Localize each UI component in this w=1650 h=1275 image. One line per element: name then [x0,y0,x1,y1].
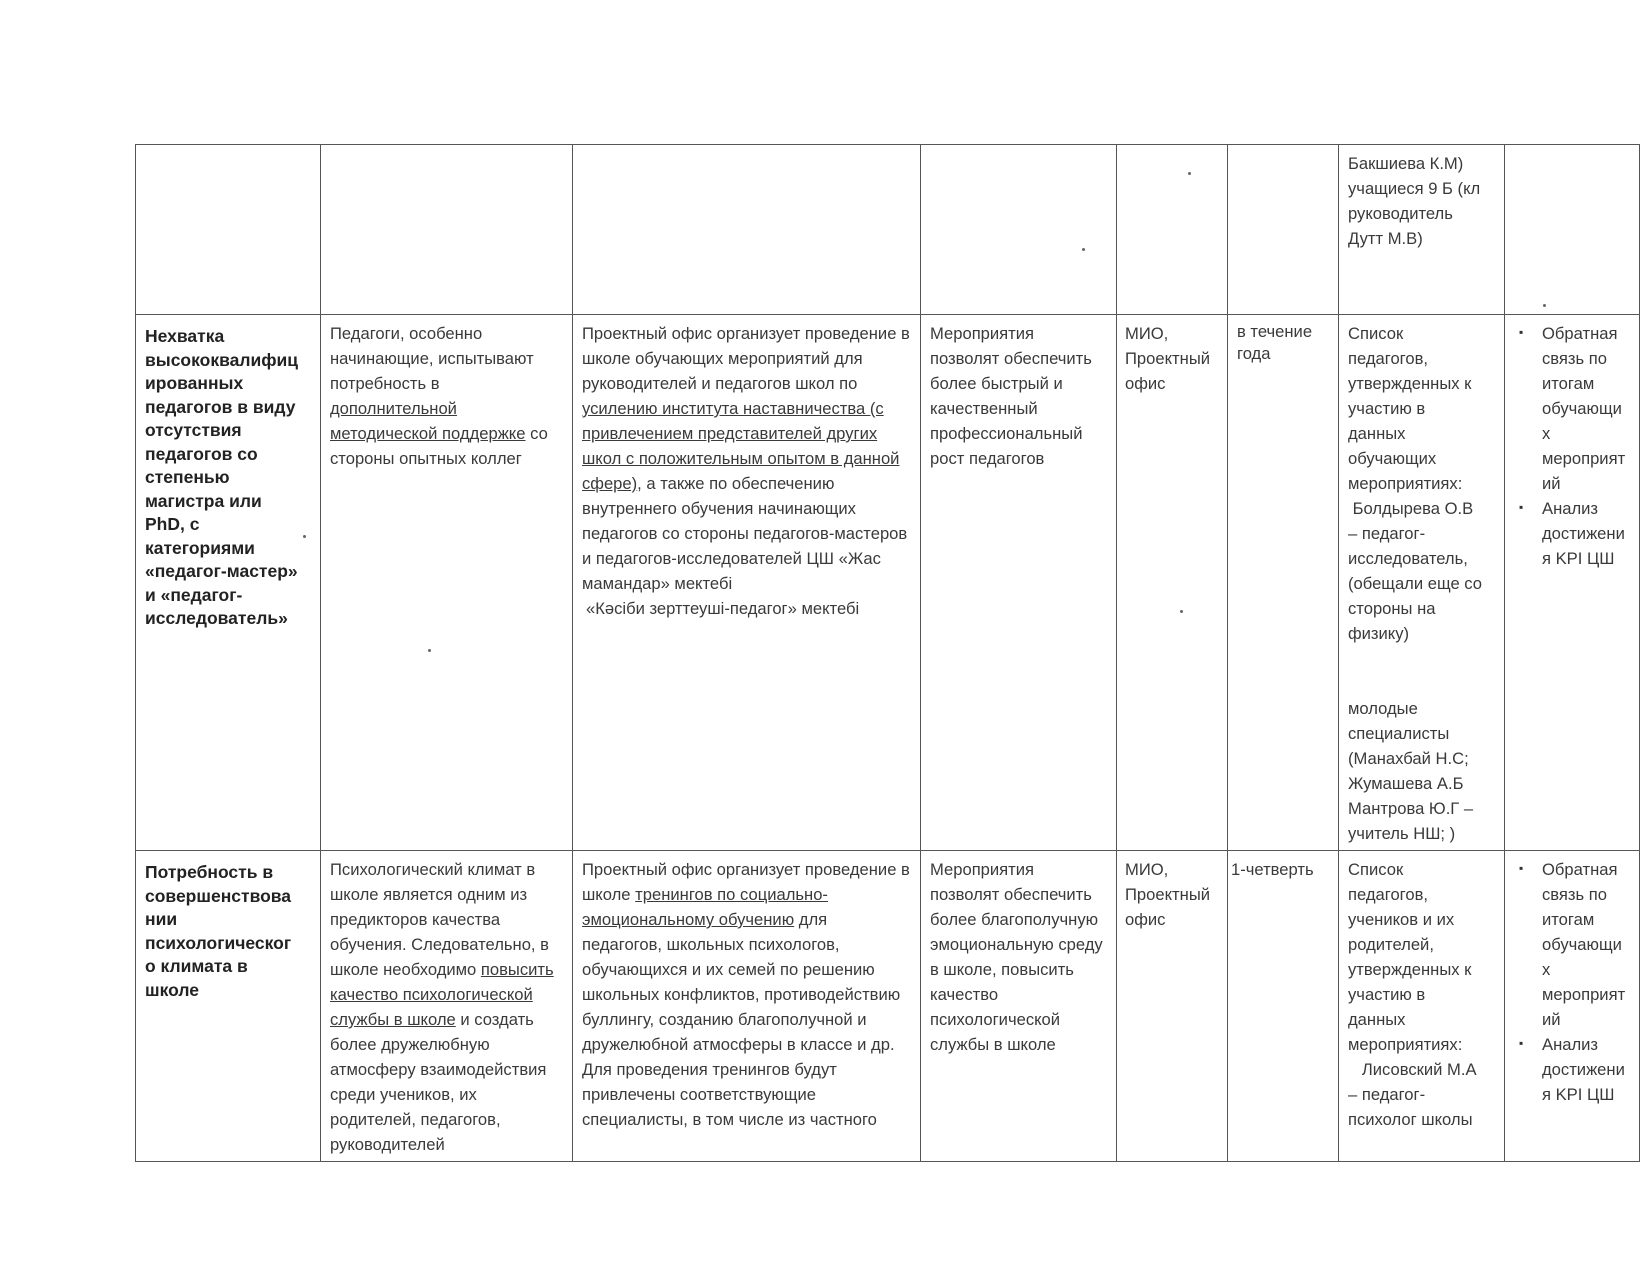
executor-line: Проектный [1125,349,1211,368]
measure-underlined: усилению института наставничества (с привлечением представителей других школ с положительным опытом в данной сфере) [582,399,900,493]
problem-line: ированных [145,373,244,393]
cell-problem [136,145,321,315]
cell-executor [1117,315,1228,851]
cell-monitoring [1505,851,1640,1162]
problem-line: педагогов со [145,443,258,464]
responsible-line: данных [1348,1010,1406,1029]
cell-deadline: в течение года [1228,315,1339,851]
responsible-line: мероприятиях: [1348,474,1463,493]
problem-line: магистра или [145,490,262,511]
responsible-line: Дутт М.В) [1348,229,1423,248]
responsible-line: участию в [1348,399,1426,418]
problem-line: совершенствова [145,885,292,906]
cell-justification [321,851,573,1162]
cell-result: Мероприятия позволят обеспечить более благополучную эмоциональную среду в школе, повысить качество психологической службы в школе [921,851,1117,1162]
cell-responsible [1339,145,1505,315]
responsible-line: Жумашева А.Б [1348,774,1464,793]
cell-measure [573,315,921,851]
responsible-line: Список [1348,860,1404,879]
problem-line: Потребность в [145,862,274,882]
cell-problem [136,851,321,1162]
problem-line: категориями [145,537,255,558]
executor-line: МИО, [1125,324,1169,343]
cell-responsible [1339,315,1505,851]
problem-line: отсутствия [145,420,242,440]
monitoring-item: ▪ Анализ достижени я KPI ЦШ [1542,1032,1630,1107]
responsible-line: физику) [1348,624,1410,643]
responsible-line: (Манахбай Н.С; [1348,749,1469,768]
measure-last-line: «Кәсіби зерттеуші-педагог» мектебі [586,599,860,618]
monitoring-item: ▪ Анализ достижени я KPI ЦШ [1542,496,1630,571]
monitoring-list [1514,321,1630,571]
responsible-line: учеников и их [1348,910,1455,929]
problem-line: PhD, с [145,514,200,534]
responsible-line: специалисты [1348,724,1450,743]
measure-text: Проектный офис организует проведение в школе обучающих мероприятий для руководителей и педагогов школ по [582,324,910,393]
measure-text-end: для педагогов, школьных психологов, обучающихся и их семей по решению школьных конфликтов, противодействию буллингу, созданию благополучной и дружелюбной атмосферы в классе и др. Для проведения тренингов будут привлечены соответствующие специалисты, в том числе из частного [582,910,901,1129]
cell-justification [321,145,573,315]
cell-deadline: 1-четверть [1228,851,1339,1162]
problem-line: о климата в [145,956,248,976]
table-row-continued [136,145,1640,315]
problem-line: степенью [145,467,230,487]
scan-speck [303,535,306,538]
cell-executor [1117,145,1228,315]
cell-measure [573,851,921,1162]
responsible-line: – педагог- [1348,524,1426,543]
justification-text: Психологический климат в школе является одним из предикторов качества обучения. Следовательно, в школе необходимо [330,860,549,979]
scan-speck [1543,304,1546,307]
justification-underlined: дополнительной методической поддержке [330,399,526,443]
spacer [1348,646,1495,696]
responsible-line: утвержденных к [1348,960,1472,979]
measure-underlined: тренингов по социально-эмоциональному обучению [582,885,828,929]
cell-monitoring [1505,145,1640,315]
responsible-line: исследователь, [1348,549,1468,568]
measure-text: Проектный офис организует проведение в школе [582,860,910,904]
cell-responsible [1339,851,1505,1162]
responsible-line: утвержденных к [1348,374,1472,393]
scan-speck [1188,172,1191,175]
justification-text-end: со стороны опытных коллег [330,424,548,468]
responsible-line: руководитель [1348,204,1453,223]
problem-line: школе [145,979,199,1000]
responsible-line: Бакшиева К.М) [1348,154,1464,173]
scan-speck [1180,610,1183,613]
cell-result [921,145,1117,315]
cell-deadline [1228,145,1339,315]
responsible-line: стороны на [1348,599,1436,618]
monitoring-item: ▪ Обратная связь по итогам обучающих мероприят ий [1542,857,1630,1032]
responsible-line: педагогов, [1348,349,1429,368]
monitoring-item: ▪ Обратная связь по итогам обучающих мероприят ий [1542,321,1630,496]
responsible-line: Мантрова Ю.Г – [1348,799,1474,818]
problem-line: высококвалифиц [145,349,299,370]
problem-line: Нехватка [145,326,225,346]
problem-line: «педагог-мастер» [145,561,298,581]
cell-justification [321,315,573,851]
responsible-line: Болдырева О.В [1348,499,1474,518]
responsible-line: данных [1348,424,1406,443]
problem-line: педагогов в виду [145,396,296,417]
measure-text-end: , а также по обеспечению внутреннего обучения начинающих педагогов со стороны педагогов-мастеров и педагогов-исследователей ЦШ «Жас мамандар» мектебі [582,474,908,593]
table-row-climate [136,851,1640,1162]
responsible-line: учащиеся 9 Б (кл [1348,179,1481,198]
table-row-mentoring [136,315,1640,851]
cell-result: Мероприятия позволят обеспечить более быстрый и качественный профессиональный рост педагогов [921,315,1117,851]
responsible-line: (обещали еще со [1348,574,1482,593]
justification-underlined: повысить качество психологической службы в школе [330,960,554,1029]
executor-line: Проектный [1125,885,1211,904]
scan-speck [1082,248,1085,251]
justification-text: Педагоги, особенно начинающие, испытывают потребность в [330,324,534,393]
responsible-line: Лисовский М.А [1348,1060,1477,1079]
problem-line: нии [145,909,178,929]
problem-line: исследователь» [145,608,288,628]
responsible-line: педагогов, [1348,885,1429,904]
plan-table [135,144,1640,1162]
responsible-line: участию в [1348,985,1426,1004]
executor-line: офис [1125,910,1166,929]
responsible-line: Список [1348,324,1404,343]
responsible-line: – педагог- [1348,1085,1426,1104]
executor-line: офис [1125,374,1166,393]
responsible-line: мероприятиях: [1348,1035,1463,1054]
responsible-line: психолог школы [1348,1110,1473,1129]
cell-problem [136,315,321,851]
responsible-line: учитель НШ; ) [1348,824,1456,843]
justification-text-end: и создать более дружелюбную атмосферу взаимодействия среди учеников, их родителей, педагогов, руководителей [330,1010,547,1154]
responsible-line: молодые [1348,699,1418,718]
responsible-line: родителей, [1348,935,1434,954]
cell-executor [1117,851,1228,1162]
executor-line: МИО, [1125,860,1169,879]
cell-monitoring [1505,315,1640,851]
scan-speck [428,649,431,652]
problem-line: психологическог [145,932,292,953]
cell-measure [573,145,921,315]
responsible-line: обучающих [1348,449,1437,468]
monitoring-list [1514,857,1630,1107]
problem-line: и «педагог- [145,584,243,605]
